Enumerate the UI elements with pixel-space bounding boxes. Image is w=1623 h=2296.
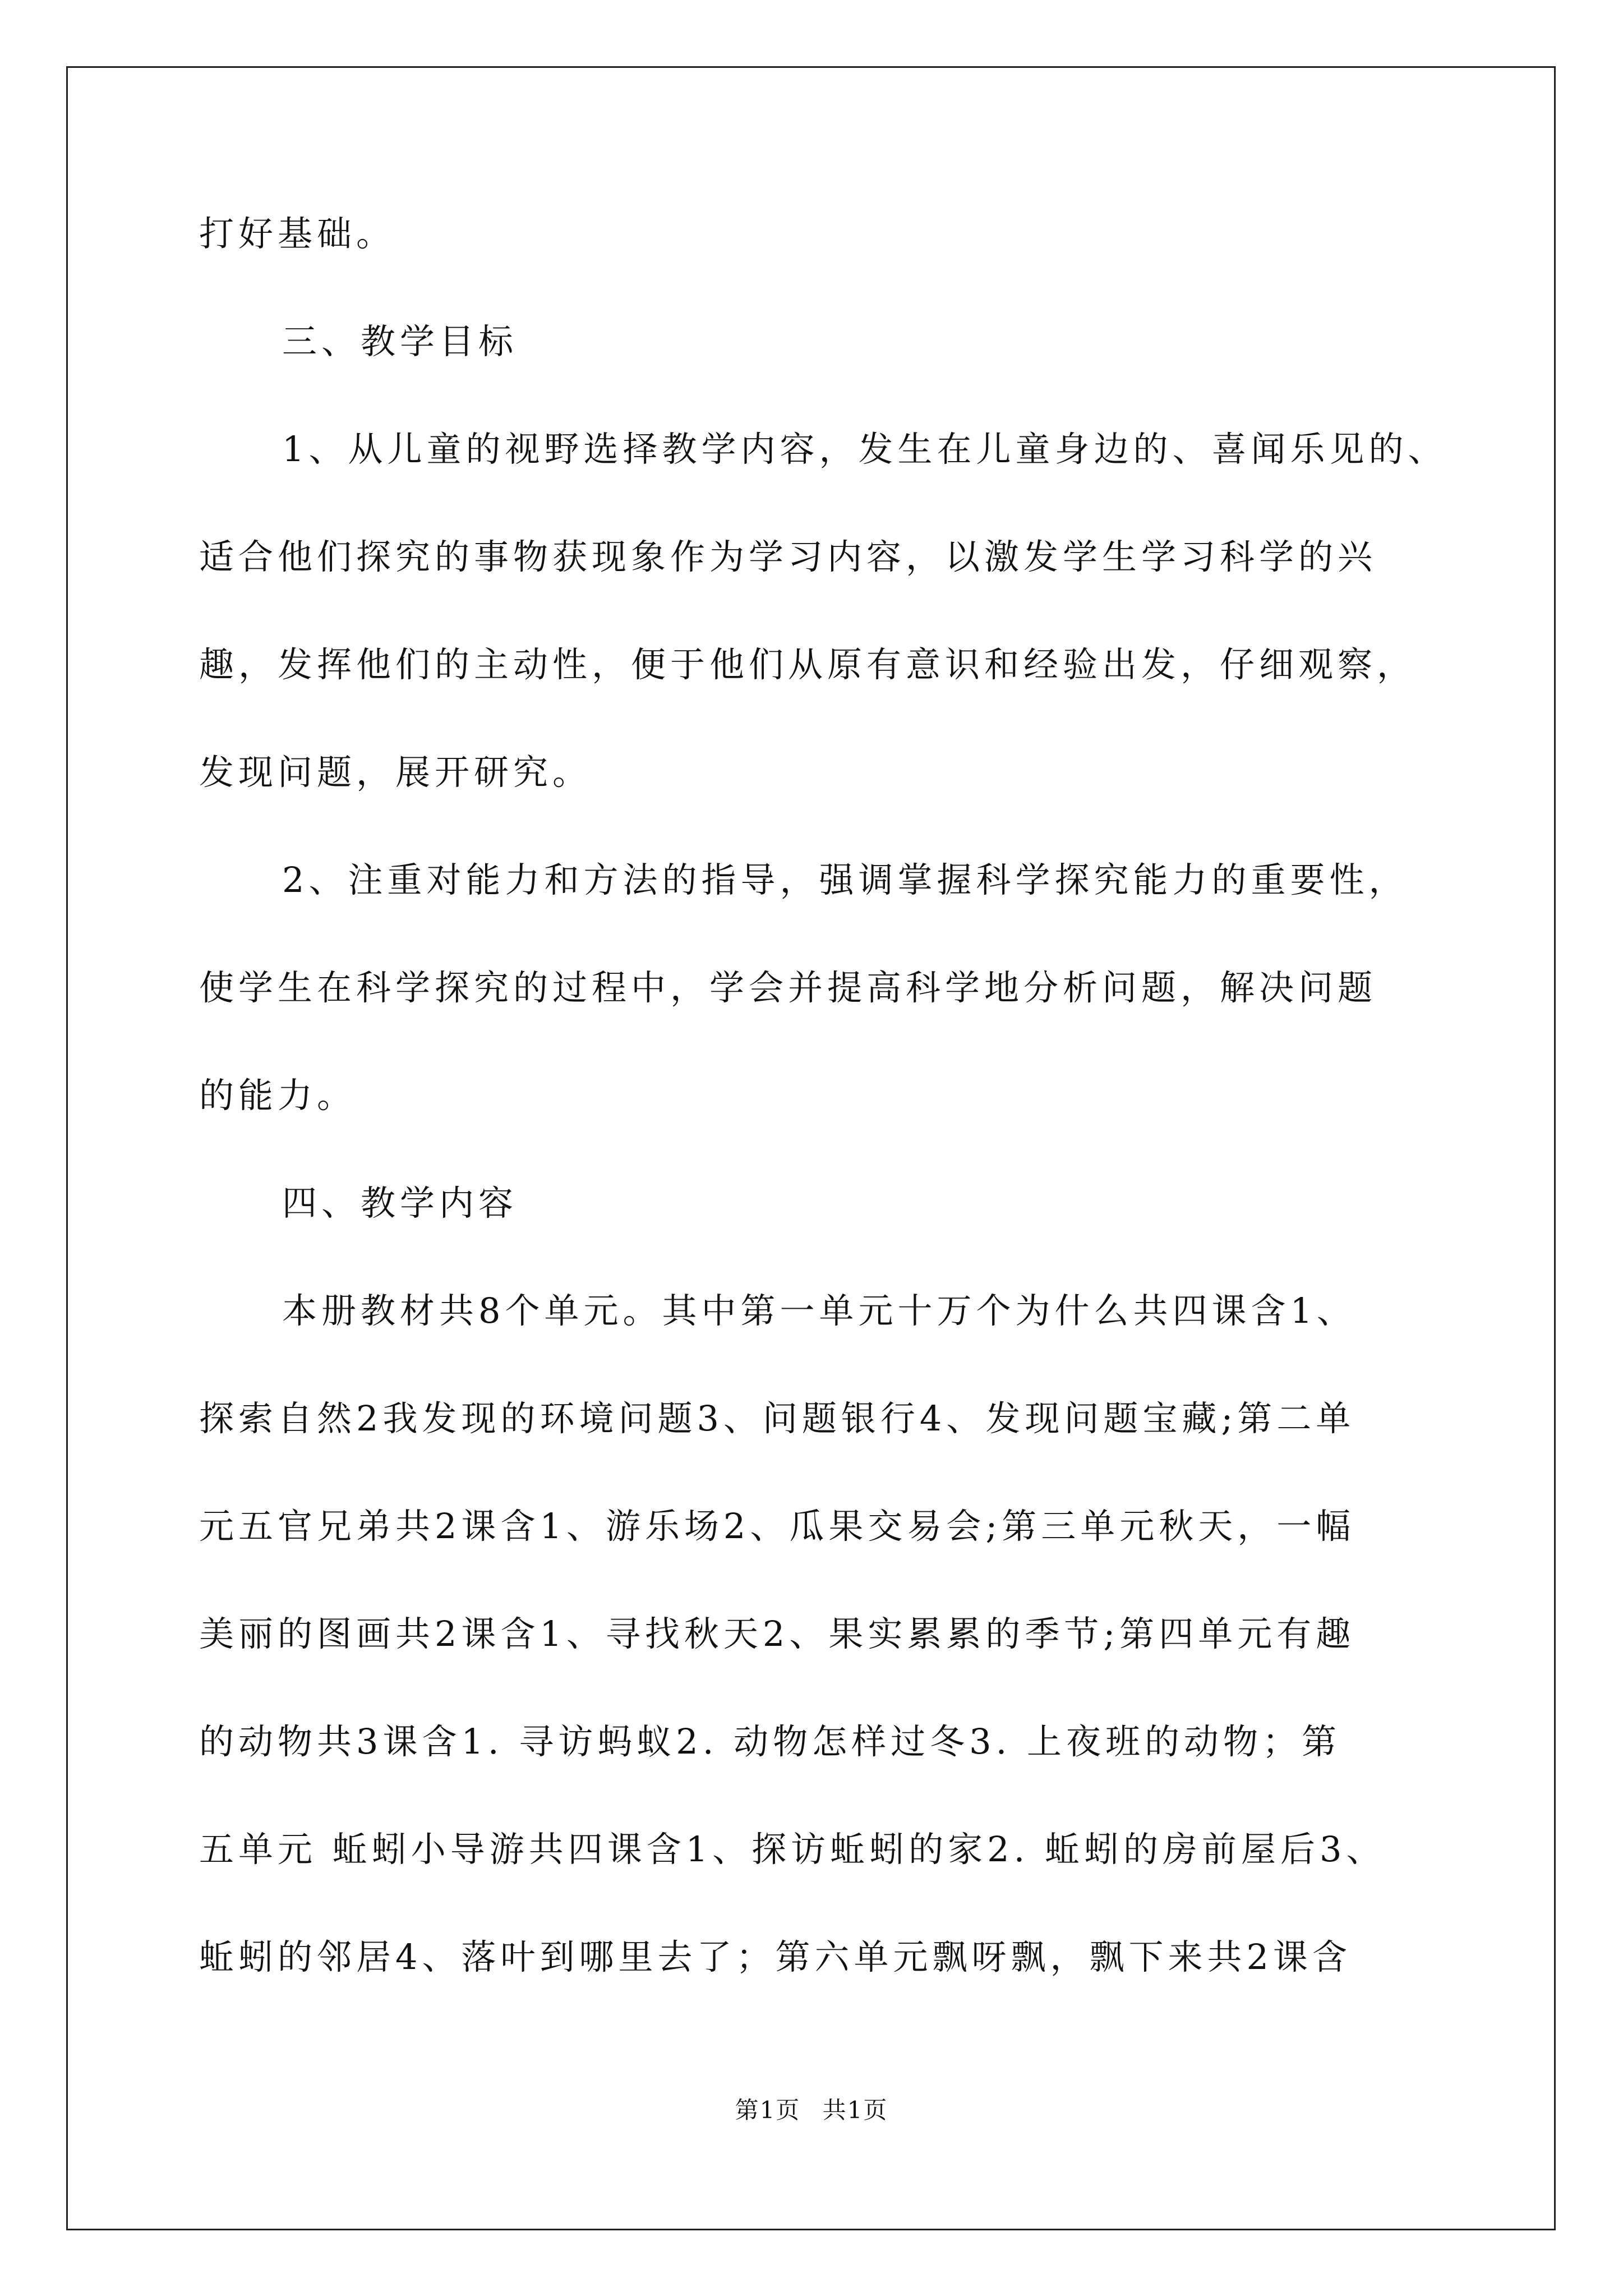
paragraph-line: 2、注重对能力和方法的指导，强调掌握科学探究能力的重要性， <box>282 859 1408 900</box>
paragraph-line: 使学生在科学探究的过程中，学会并提高科学地分析问题，解决问题 <box>199 967 1377 1008</box>
section-heading-teaching-content: 四、教学内容 <box>282 1182 518 1223</box>
paragraph-line: 1、从儿童的视野选择教学内容，发生在儿童身边的、喜闻乐见的、 <box>282 429 1447 470</box>
section-heading-teaching-goals: 三、教学目标 <box>282 321 518 362</box>
paragraph-line: 蚯蚓的邻居4、落叶到哪里去了；第六单元飘呀飘，飘下来共2课含 <box>199 1936 1352 1977</box>
paragraph-line: 适合他们探究的事物获现象作为学习内容，以激发学生学习科学的兴 <box>199 536 1377 577</box>
paragraph-line: 探索自然2我发现的环境问题3、问题银行4、发现问题宝藏;第二单 <box>199 1398 1355 1439</box>
total-pages: 共1页 <box>822 2096 888 2124</box>
page-border <box>66 66 1556 2230</box>
paragraph-line: 美丽的图画共2课含1、寻找秋天2、果实累累的季节;第四单元有趣 <box>199 1613 1355 1654</box>
paragraph-line: 趣，发挥他们的主动性，便于他们从原有意识和经验出发，仔细观察， <box>199 644 1417 685</box>
paragraph-line: 的能力。 <box>199 1075 357 1116</box>
page-footer <box>0 2093 1623 2127</box>
paragraph-line: 本册教材共8个单元。其中第一单元十万个为什么共四课含1、 <box>282 1290 1356 1331</box>
paragraph-line: 发现问题，展开研究。 <box>199 752 592 793</box>
paragraph-line: 的动物共3课含1. 寻访蚂蚁2. 动物怎样过冬3. 上夜班的动物；第 <box>199 1721 1341 1762</box>
paragraph-line: 打好基础。 <box>199 213 396 254</box>
paragraph-line: 元五官兄弟共2课含1、游乐场2、瓜果交易会;第三单元秋天，一幅 <box>199 1506 1355 1547</box>
paragraph-line: 五单元 蚯蚓小导游共四课含1、探访蚯蚓的家2. 蚯蚓的房前屋后3、 <box>199 1829 1386 1870</box>
page-number: 第1页 <box>735 2096 801 2124</box>
